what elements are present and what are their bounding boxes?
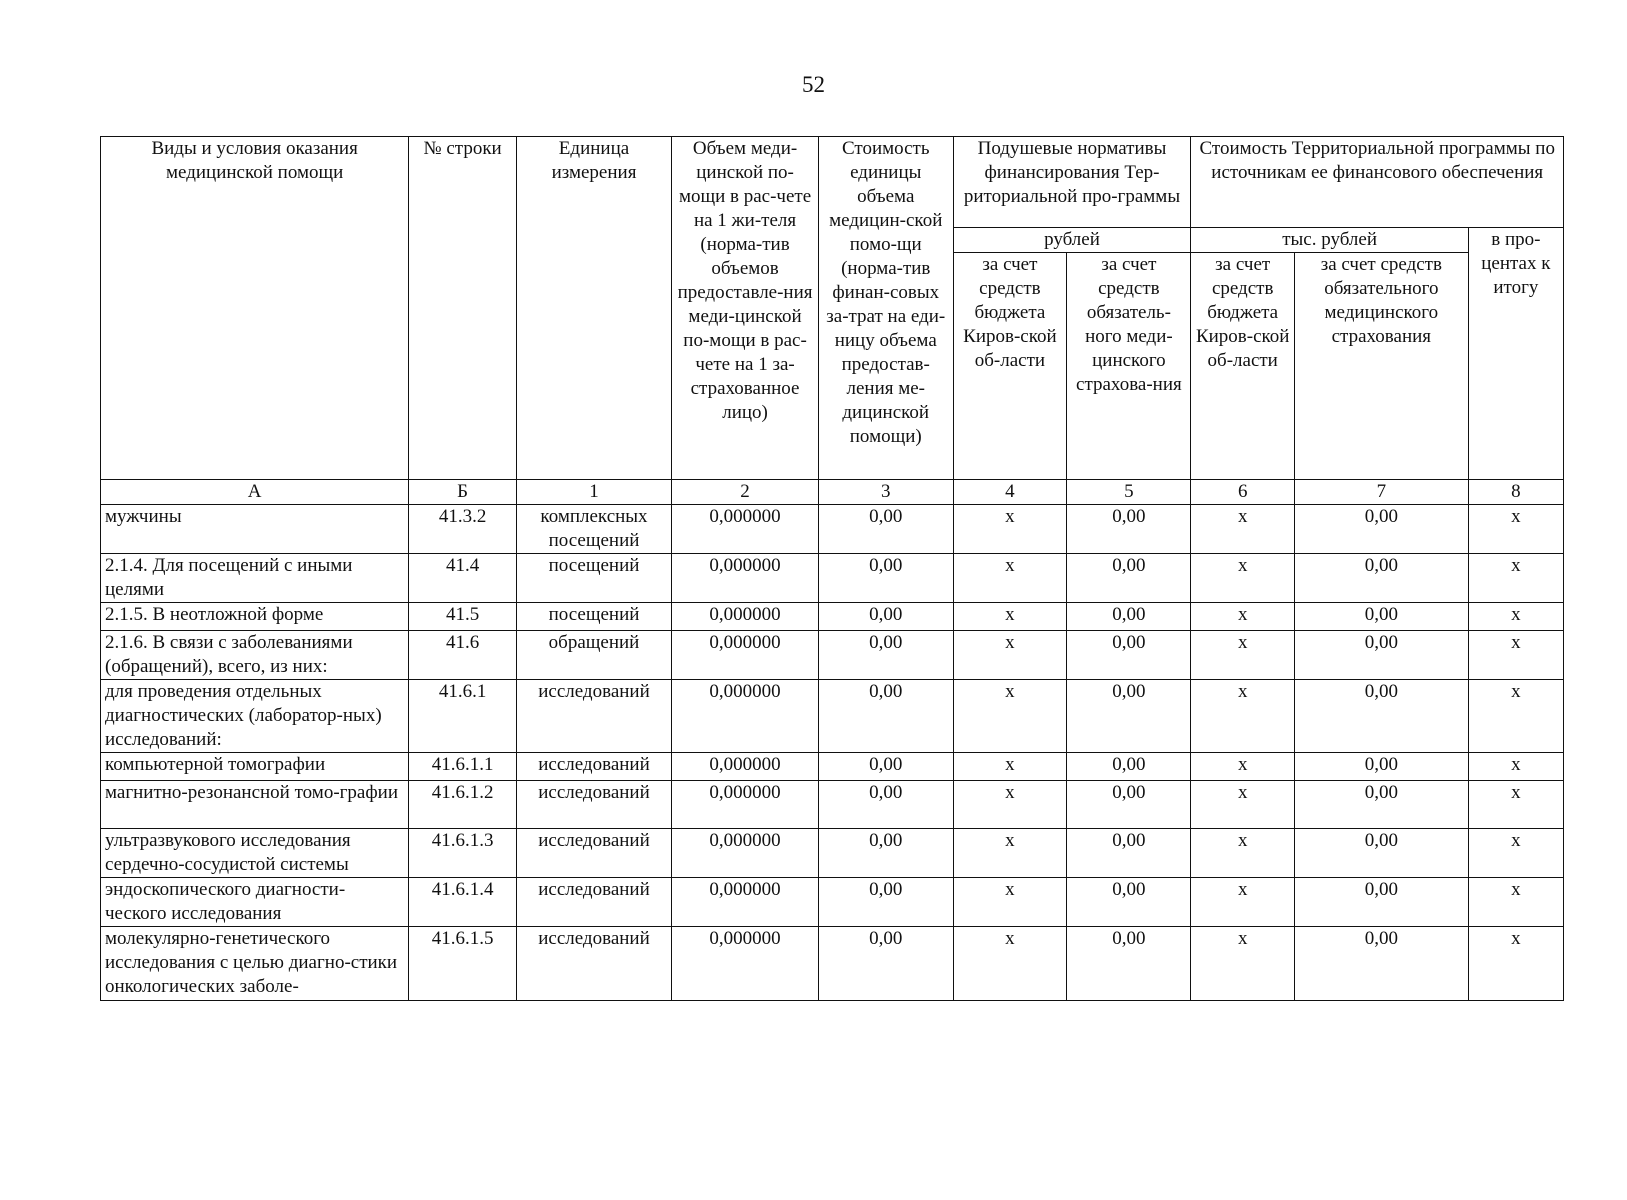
row-value-6: х (1191, 781, 1294, 829)
row-value-4: х (953, 781, 1067, 829)
header-row-1 (101, 137, 1564, 228)
header-col-2: Объем меди-цинской по-мощи в рас-чете на 1 жи-теля (норма-тив объемов предоставле-ния меди-цинской по-мощи в рас-чете на 1 за-страхованное лицо) (672, 137, 819, 480)
index-cell: 2 (672, 480, 819, 505)
row-value-2: 0,000000 (672, 505, 819, 554)
row-value-3: 0,00 (819, 829, 954, 878)
row-value-8: х (1468, 829, 1563, 878)
row-unit: исследований (516, 781, 671, 829)
row-value-5: 0,00 (1067, 878, 1191, 927)
header-col-6: за счет средств бюджета Киров-ской об-ласти (1191, 253, 1294, 480)
row-value-3: 0,00 (819, 505, 954, 554)
row-name: для проведения отдельных диагностических (лаборатор-ных) исследований: (101, 680, 409, 753)
row-unit: исследований (516, 927, 671, 1001)
table-row (101, 781, 1564, 829)
row-value-2: 0,000000 (672, 927, 819, 1001)
table-row (101, 680, 1564, 753)
row-value-2: 0,000000 (672, 829, 819, 878)
header-col-5: за счет средств обязатель-ного меди-цинского страхова-ния (1067, 253, 1191, 480)
row-value-5: 0,00 (1067, 603, 1191, 631)
row-value-4: х (953, 603, 1067, 631)
row-value-2: 0,000000 (672, 781, 819, 829)
row-value-2: 0,000000 (672, 603, 819, 631)
table-row (101, 927, 1564, 1001)
row-value-4: х (953, 829, 1067, 878)
row-unit: исследований (516, 753, 671, 781)
row-unit: обращений (516, 631, 671, 680)
row-value-7: 0,00 (1294, 927, 1468, 1001)
header-col-7: за счет средств обязательного медицинского страхования (1294, 253, 1468, 480)
row-value-2: 0,000000 (672, 680, 819, 753)
row-value-6: х (1191, 927, 1294, 1001)
row-value-8: х (1468, 878, 1563, 927)
row-value-7: 0,00 (1294, 680, 1468, 753)
row-unit: комплексных посещений (516, 505, 671, 554)
row-value-6: х (1191, 829, 1294, 878)
row-value-4: х (953, 927, 1067, 1001)
row-value-6: х (1191, 680, 1294, 753)
header-col-8: в про-центах к итогу (1468, 228, 1563, 480)
index-cell: А (101, 480, 409, 505)
row-value-5: 0,00 (1067, 631, 1191, 680)
row-name: эндоскопического диагности-ческого исследования (101, 878, 409, 927)
row-value-2: 0,000000 (672, 631, 819, 680)
index-cell: 3 (819, 480, 954, 505)
row-value-2: 0,000000 (672, 554, 819, 603)
table-row (101, 753, 1564, 781)
row-value-5: 0,00 (1067, 753, 1191, 781)
row-name: магнитно-резонансной томо-графии (101, 781, 409, 829)
row-line-number: 41.5 (409, 603, 517, 631)
row-value-8: х (1468, 753, 1563, 781)
index-cell: 7 (1294, 480, 1468, 505)
row-value-7: 0,00 (1294, 753, 1468, 781)
row-unit: исследований (516, 878, 671, 927)
row-line-number: 41.6 (409, 631, 517, 680)
row-value-4: х (953, 554, 1067, 603)
index-cell: 5 (1067, 480, 1191, 505)
row-value-3: 0,00 (819, 753, 954, 781)
index-cell: Б (409, 480, 517, 505)
row-line-number: 41.6.1.4 (409, 878, 517, 927)
row-name: компьютерной томографии (101, 753, 409, 781)
table-row (101, 631, 1564, 680)
table-row (101, 829, 1564, 878)
row-name: 2.1.6. В связи с заболеваниями (обращений), всего, из них: (101, 631, 409, 680)
row-value-6: х (1191, 603, 1294, 631)
row-value-4: х (953, 680, 1067, 753)
header-unit-thousand-rub: тыс. рублей (1191, 228, 1468, 253)
header-col-1: Единица измерения (516, 137, 671, 480)
row-value-5: 0,00 (1067, 554, 1191, 603)
index-cell: 4 (953, 480, 1067, 505)
page-number: 52 (802, 72, 825, 97)
row-value-4: х (953, 505, 1067, 554)
row-value-4: х (953, 878, 1067, 927)
row-value-8: х (1468, 781, 1563, 829)
row-value-8: х (1468, 603, 1563, 631)
index-cell: 8 (1468, 480, 1563, 505)
row-name: 2.1.4. Для посещений с иными целями (101, 554, 409, 603)
header-group-per-capita: Подушевые нормативы финансирования Тер-риториальной про-граммы (953, 137, 1191, 228)
row-value-2: 0,000000 (672, 753, 819, 781)
header-col-b: № строки (409, 137, 517, 480)
index-cell: 1 (516, 480, 671, 505)
row-line-number: 41.6.1.3 (409, 829, 517, 878)
row-value-8: х (1468, 554, 1563, 603)
row-value-3: 0,00 (819, 603, 954, 631)
row-value-5: 0,00 (1067, 829, 1191, 878)
index-cell: 6 (1191, 480, 1294, 505)
row-value-7: 0,00 (1294, 554, 1468, 603)
row-line-number: 41.3.2 (409, 505, 517, 554)
row-value-7: 0,00 (1294, 829, 1468, 878)
row-value-3: 0,00 (819, 927, 954, 1001)
row-value-4: х (953, 631, 1067, 680)
header-col-3: Стоимость единицы объема медицин-ской помо-щи (норма-тив финан-совых за-трат на еди-ницу объема предостав-ления ме-дицинской помощи) (819, 137, 954, 480)
row-value-2: 0,000000 (672, 878, 819, 927)
row-value-7: 0,00 (1294, 878, 1468, 927)
row-value-6: х (1191, 554, 1294, 603)
row-unit: посещений (516, 554, 671, 603)
row-value-7: 0,00 (1294, 603, 1468, 631)
row-name: 2.1.5. В неотложной форме (101, 603, 409, 631)
row-value-3: 0,00 (819, 631, 954, 680)
row-value-4: х (953, 753, 1067, 781)
row-line-number: 41.6.1 (409, 680, 517, 753)
row-value-7: 0,00 (1294, 631, 1468, 680)
header-group-cost: Стоимость Территориальной программы по источникам ее финансового обеспечения (1191, 137, 1564, 228)
row-value-3: 0,00 (819, 781, 954, 829)
row-value-6: х (1191, 878, 1294, 927)
table-row (101, 505, 1564, 554)
table-row (101, 603, 1564, 631)
row-line-number: 41.6.1.1 (409, 753, 517, 781)
header-col-a: Виды и условия оказания медицинской помощи (101, 137, 409, 480)
row-line-number: 41.6.1.5 (409, 927, 517, 1001)
row-unit: исследований (516, 680, 671, 753)
row-unit: посещений (516, 603, 671, 631)
row-value-8: х (1468, 680, 1563, 753)
row-line-number: 41.4 (409, 554, 517, 603)
row-value-6: х (1191, 505, 1294, 554)
row-value-3: 0,00 (819, 878, 954, 927)
row-name: молекулярно-генетического исследования с целью диагно-стики онкологических заболе- (101, 927, 409, 1001)
row-line-number: 41.6.1.2 (409, 781, 517, 829)
row-value-8: х (1468, 631, 1563, 680)
row-value-3: 0,00 (819, 554, 954, 603)
row-value-5: 0,00 (1067, 781, 1191, 829)
row-value-8: х (1468, 505, 1563, 554)
header-col-4: за счет средств бюджета Киров-ской об-ласти (953, 253, 1067, 480)
row-name: ультразвукового исследования сердечно-сосудистой системы (101, 829, 409, 878)
row-value-3: 0,00 (819, 680, 954, 753)
row-name: мужчины (101, 505, 409, 554)
row-value-5: 0,00 (1067, 927, 1191, 1001)
column-index-row (101, 480, 1564, 505)
header-unit-rub: рублей (953, 228, 1191, 253)
row-value-8: х (1468, 927, 1563, 1001)
row-value-6: х (1191, 631, 1294, 680)
medical-care-cost-table (100, 136, 1564, 1001)
row-unit: исследований (516, 829, 671, 878)
row-value-7: 0,00 (1294, 781, 1468, 829)
table-row (101, 878, 1564, 927)
row-value-6: х (1191, 753, 1294, 781)
table-row (101, 554, 1564, 603)
row-value-5: 0,00 (1067, 505, 1191, 554)
row-value-7: 0,00 (1294, 505, 1468, 554)
row-value-5: 0,00 (1067, 680, 1191, 753)
